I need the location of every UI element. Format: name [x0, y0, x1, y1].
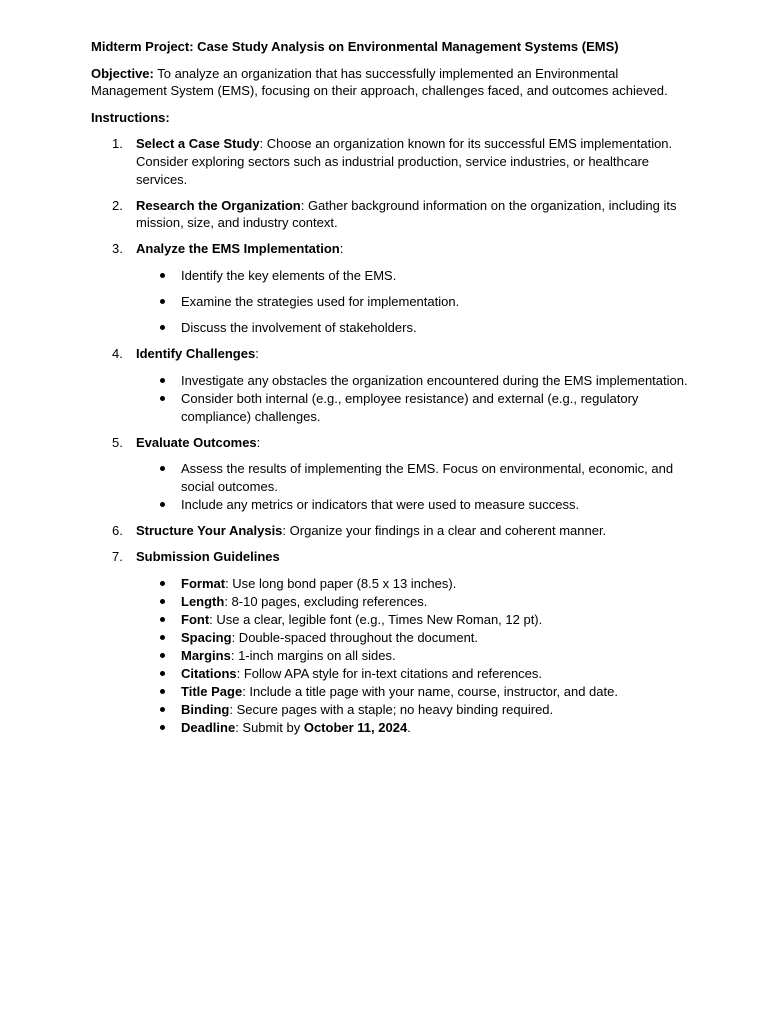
bullet-text: Consider both internal (e.g., employee resistance) and external (e.g., regulatory compliance) challenges.: [181, 390, 639, 424]
step-text: :: [256, 434, 261, 450]
list-item: [136, 267, 691, 285]
guideline-format: [136, 575, 691, 593]
bullet-icon: [160, 325, 165, 330]
step-label: Research the Organization: [136, 197, 301, 213]
step-text: : Choose an organization known for its successful EMS implementation. Consider exploring sectors such as industrial production, service industries, or healthcare services.: [136, 136, 673, 187]
list-item-step-7: [91, 548, 691, 736]
list-item: [136, 460, 691, 495]
guideline-text: : Use long bond paper (8.5 x 13 inches).: [225, 575, 457, 591]
guideline-text: : Include a title page with your name, course, instructor, and date.: [242, 683, 618, 699]
step-text: :: [255, 346, 259, 362]
bullet-icon: [160, 273, 165, 278]
instructions-heading: Instructions:: [91, 109, 170, 125]
guideline-binding: [136, 701, 691, 719]
guideline-text: : Secure pages with a staple; no heavy binding required.: [229, 701, 554, 717]
guideline-label: Length: [181, 593, 225, 609]
instructions-list: [91, 135, 691, 736]
document-page: [91, 38, 691, 745]
guideline-font: [136, 611, 691, 629]
step-number: 1.: [112, 136, 123, 152]
step-text: : Gather background information on the organization, including its mission, size, and industry context.: [136, 197, 677, 231]
guideline-label: Format: [181, 575, 226, 591]
bullet-icon: [160, 635, 165, 640]
objective-label: Objective:: [91, 65, 154, 81]
guideline-text: : Use a clear, legible font (e.g., Times New Roman, 12 pt).: [209, 611, 543, 627]
list-item-step-2: [91, 197, 691, 232]
list-item: [136, 372, 691, 390]
step-5-bullets: [136, 460, 691, 513]
step-number: 6.: [112, 522, 123, 538]
objective-text: To analyze an organization that has successfully implemented an Environmental Management System (EMS), focusing on their approach, challenges faced, and outcomes achieved.: [91, 65, 668, 99]
guideline-text: : Submit by: [235, 719, 304, 735]
guideline-label: Binding: [181, 701, 230, 717]
step-text: :: [339, 241, 344, 257]
bullet-text: Identify the key elements of the EMS.: [181, 267, 397, 283]
step-3-bullets: [136, 267, 691, 337]
list-item-step-3: [91, 240, 691, 337]
guideline-suffix: .: [407, 719, 411, 735]
bullet-icon: [160, 617, 165, 622]
step-label: Structure Your Analysis: [136, 522, 283, 538]
list-item: [136, 496, 691, 514]
bullet-text: Assess the results of implementing the EMS. Focus on environmental, economic, and social outcomes.: [181, 461, 674, 494]
list-item: [136, 390, 691, 425]
step-label: Analyze the EMS Implementation: [136, 241, 340, 257]
step-label: Submission Guidelines: [136, 549, 280, 565]
guideline-length: [136, 593, 691, 611]
bullet-text: Include any metrics or indicators that were used to measure success.: [181, 496, 580, 512]
guideline-text: : Double-spaced throughout the document.: [231, 629, 479, 645]
bullet-icon: [160, 581, 165, 586]
step-number: 2.: [112, 197, 123, 213]
guideline-label: Title Page: [181, 683, 243, 699]
guideline-deadline: [136, 719, 691, 737]
bullet-text: Investigate any obstacles the organization encountered during the EMS implementation.: [181, 373, 688, 388]
guideline-title-page: [136, 683, 691, 701]
bullet-icon: [160, 502, 165, 507]
guideline-label: Spacing: [181, 629, 232, 645]
bullet-text: Examine the strategies used for implementation.: [181, 294, 460, 310]
bullet-icon: [160, 689, 165, 694]
bullet-icon: [160, 299, 165, 304]
step-label: Identify Challenges: [136, 346, 256, 362]
step-text: : Organize your findings in a clear and coherent manner.: [282, 522, 607, 538]
guideline-text: : 8-10 pages, excluding references.: [224, 593, 428, 609]
guideline-label: Margins: [181, 647, 231, 663]
step-label: Evaluate Outcomes: [136, 434, 257, 450]
list-item: [136, 293, 691, 311]
bullet-text: Discuss the involvement of stakeholders.: [181, 320, 417, 336]
bullet-icon: [160, 396, 165, 401]
list-item-step-5: [91, 434, 691, 514]
bullet-icon: [160, 466, 165, 471]
step-number: 7.: [112, 549, 123, 565]
guideline-citations: [136, 665, 691, 683]
guideline-text: : 1-inch margins on all sides.: [230, 647, 396, 663]
guideline-label: Font: [181, 611, 210, 627]
bullet-icon: [160, 671, 165, 676]
step-label: Select a Case Study: [136, 136, 260, 152]
step-number: 4.: [112, 346, 123, 362]
bullet-icon: [160, 599, 165, 604]
guideline-spacing: [136, 629, 691, 647]
list-item-step-1: [91, 135, 691, 188]
guideline-text: : Follow APA style for in-text citations and references.: [236, 665, 543, 681]
list-item-step-6: [91, 522, 691, 540]
bullet-icon: [160, 725, 165, 730]
step-number: 5.: [112, 434, 123, 450]
objective-paragraph: [91, 65, 691, 100]
step-number: 3.: [112, 241, 123, 257]
step-4-bullets: [136, 372, 691, 425]
bullet-icon: [160, 707, 165, 712]
guideline-label: Citations: [181, 665, 237, 681]
submission-guidelines-list: [136, 575, 691, 736]
guideline-margins: [136, 647, 691, 665]
list-item: [136, 319, 691, 337]
bullet-icon: [160, 653, 165, 658]
document-title: Midterm Project: Case Study Analysis on Environmental Management Systems (EMS): [91, 39, 619, 54]
list-item-step-4: [91, 345, 691, 425]
guideline-label: Deadline: [181, 719, 236, 735]
bullet-icon: [160, 378, 165, 383]
deadline-date: October 11, 2024: [303, 719, 408, 735]
